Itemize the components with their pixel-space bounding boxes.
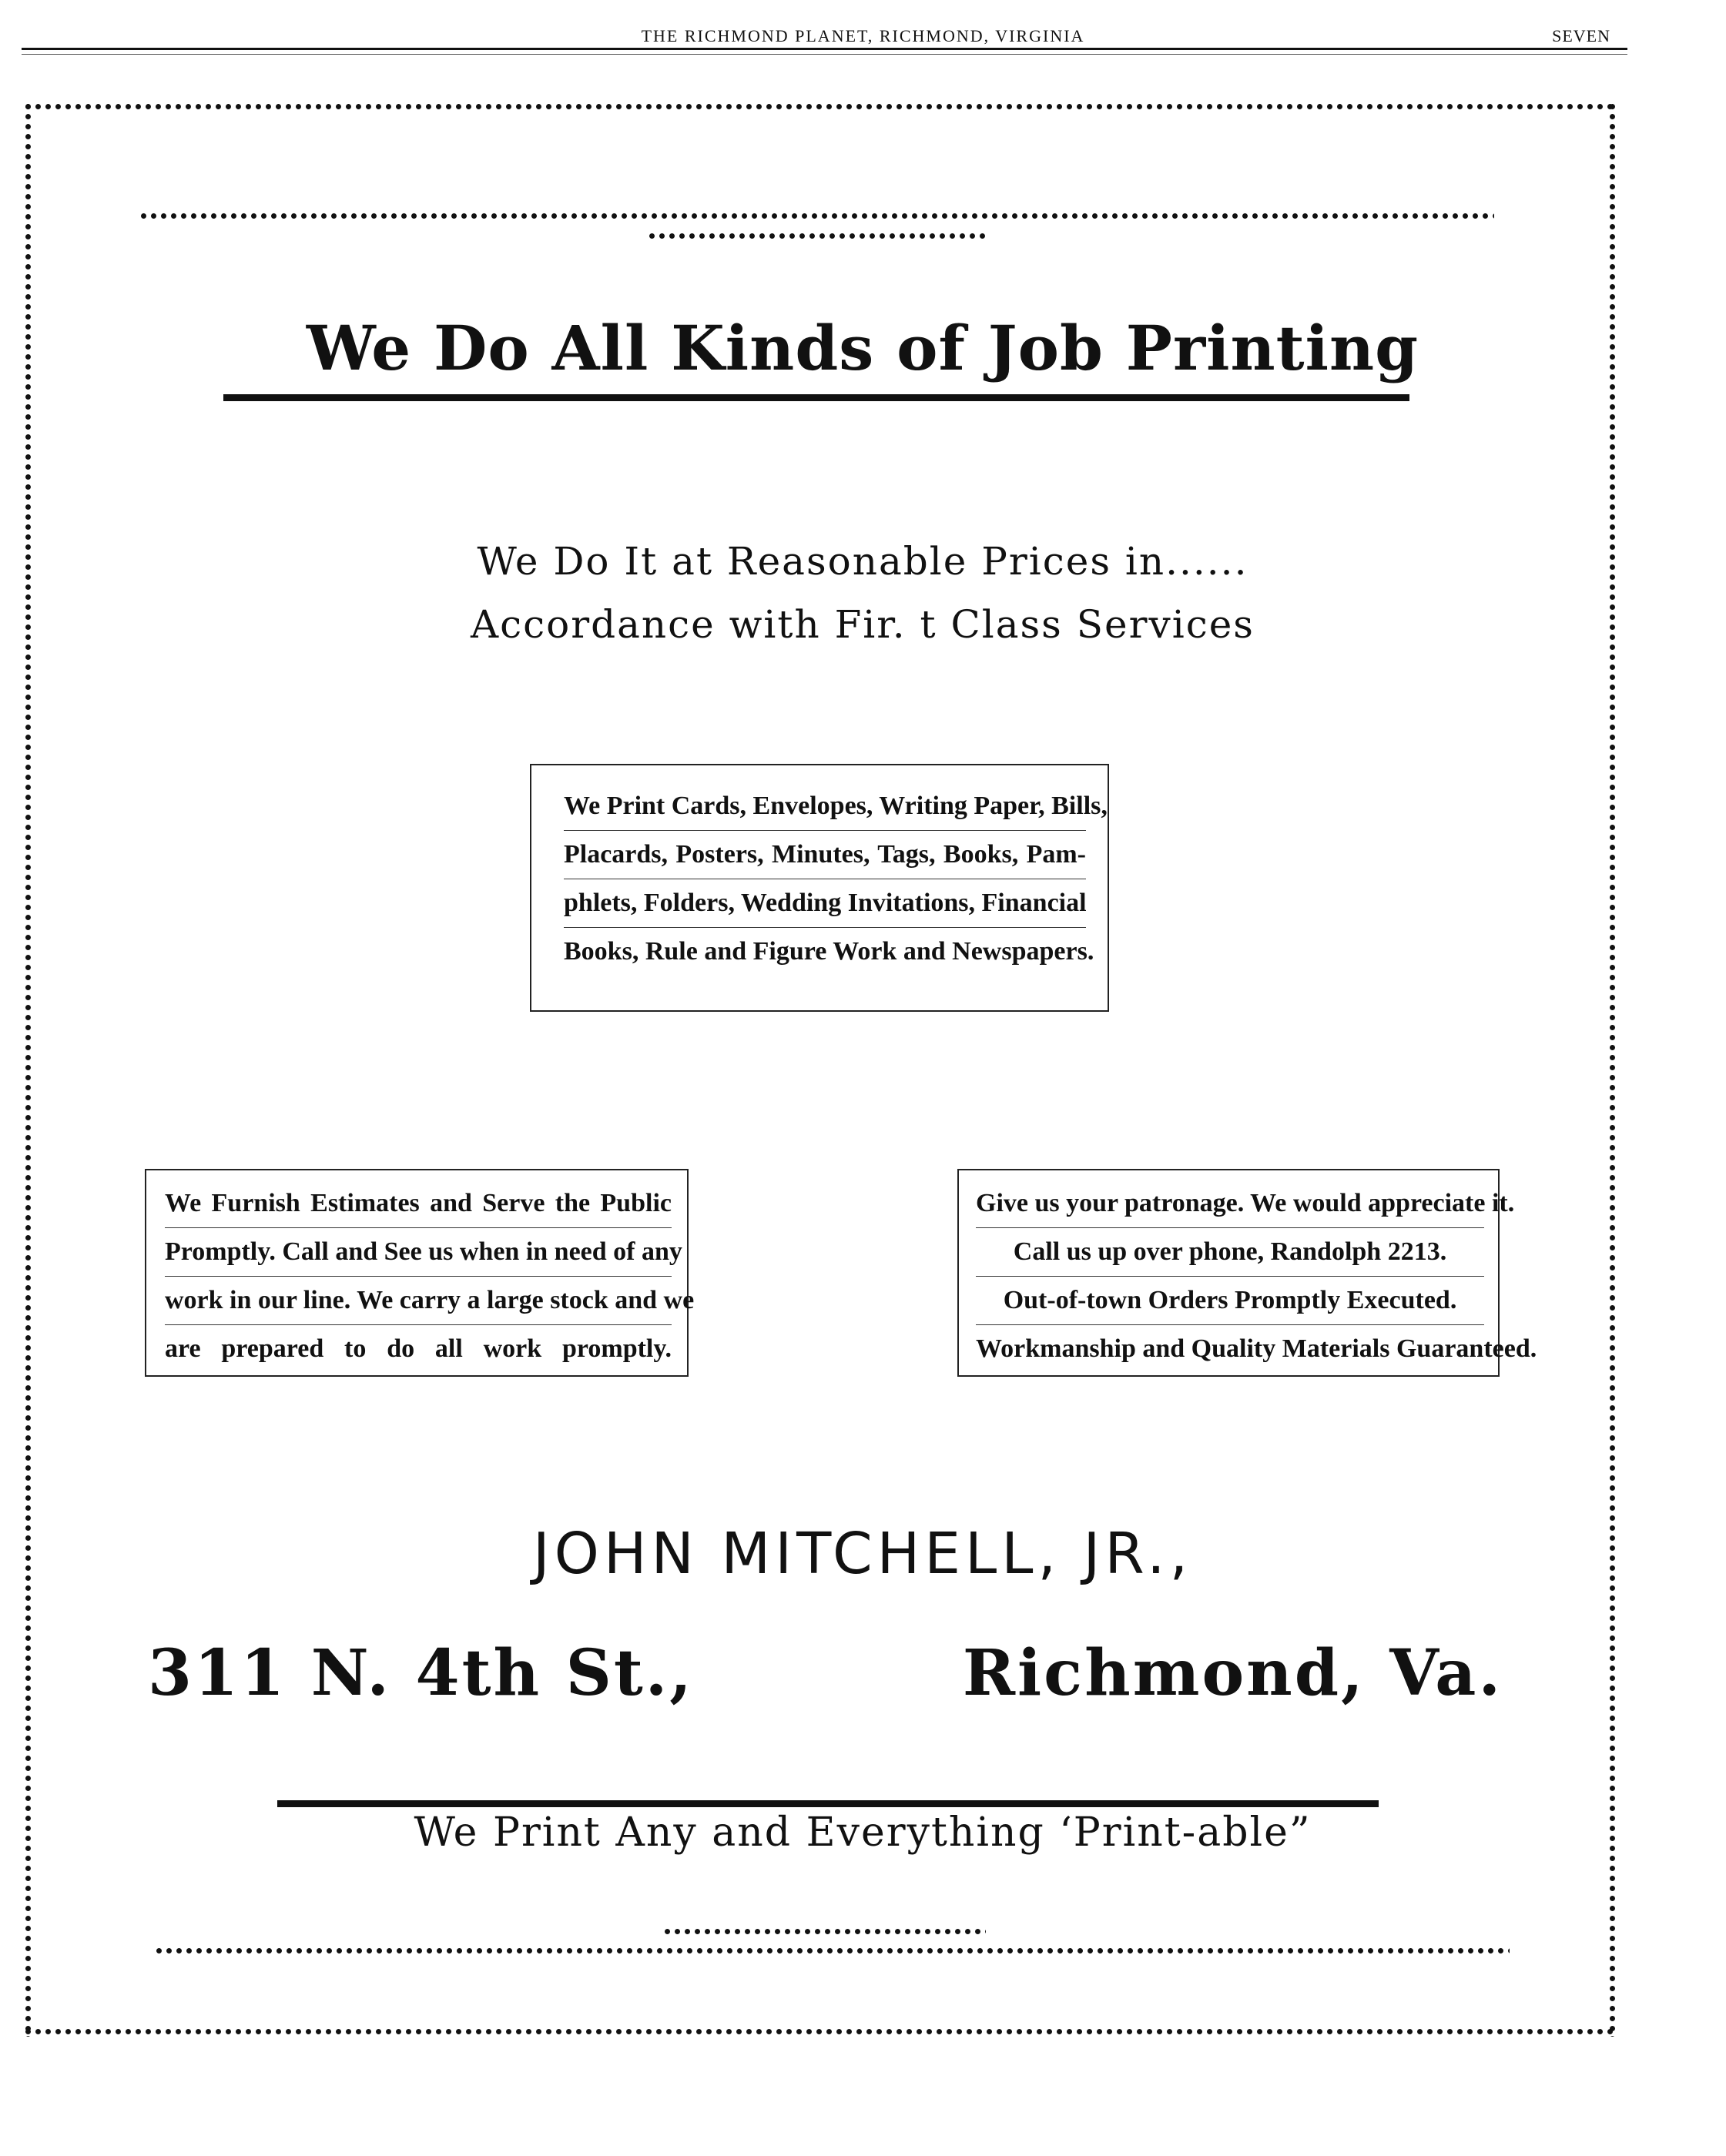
services-line: phlets, Folders, Wedding Invitations, Financial — [564, 879, 1086, 928]
estimates-line: work in our line. We carry a large stock and we — [165, 1277, 672, 1325]
footer-rule — [277, 1800, 1379, 1807]
masthead-rule-thin — [22, 54, 1627, 55]
subheading-line-2: Accordance with Fir. t Class Services — [471, 602, 1255, 647]
patronage-line: Call us up over phone, Randolph 2213. — [976, 1228, 1484, 1277]
headline-rule — [223, 394, 1409, 401]
headline: We Do All Kinds of Job Printing — [306, 312, 1419, 384]
masthead-title: THE RICHMOND PLANET, RICHMOND, VIRGINIA — [641, 26, 1085, 45]
city-address: Richmond, Va. — [962, 1636, 1503, 1710]
masthead-rule — [22, 48, 1627, 50]
estimates-line: Promptly. Call and See us when in need of any — [165, 1228, 672, 1277]
street-address: 311 N. 4th St., — [148, 1636, 694, 1710]
services-line: We Print Cards, Envelopes, Writing Paper, Bills, — [564, 782, 1086, 831]
ornament-band-top-short — [647, 231, 986, 241]
patronage-line: Out-of-town Orders Promptly Executed. — [976, 1277, 1484, 1325]
estimates-line: are prepared to do all work promptly. — [165, 1334, 672, 1363]
ornamental-border-top — [23, 102, 1617, 112]
estimates-line: We Furnish Estimates and Serve the Public — [165, 1180, 672, 1228]
page-number: SEVEN — [1552, 26, 1610, 45]
proprietor-name: JOHN MITCHELL, JR., — [532, 1521, 1193, 1587]
subheading-line-1: We Do It at Reasonable Prices in...... — [477, 539, 1248, 584]
services-box — [530, 764, 1109, 1012]
estimates-box — [145, 1169, 695, 1377]
ornamental-border-bottom — [23, 2027, 1617, 2037]
ornament-band-bottom-short — [662, 1927, 986, 1937]
ornament-band-bottom — [154, 1946, 1510, 1956]
services-line: Placards, Posters, Minutes, Tags, Books, Pam- — [564, 831, 1086, 879]
ornamental-border-left — [23, 102, 33, 2037]
patronage-line: Give us your patronage. We would appreciate it. — [976, 1180, 1484, 1228]
patronage-box — [957, 1169, 1537, 1377]
ornament-band-top — [139, 211, 1494, 221]
services-line: Books, Rule and Figure Work and Newspapers. — [564, 937, 1094, 966]
patronage-line: Workmanship and Quality Materials Guaranteed. — [976, 1334, 1537, 1363]
tagline: We Print Any and Everything ‘Print-able” — [414, 1810, 1312, 1856]
ornamental-border-right — [1607, 102, 1617, 2037]
